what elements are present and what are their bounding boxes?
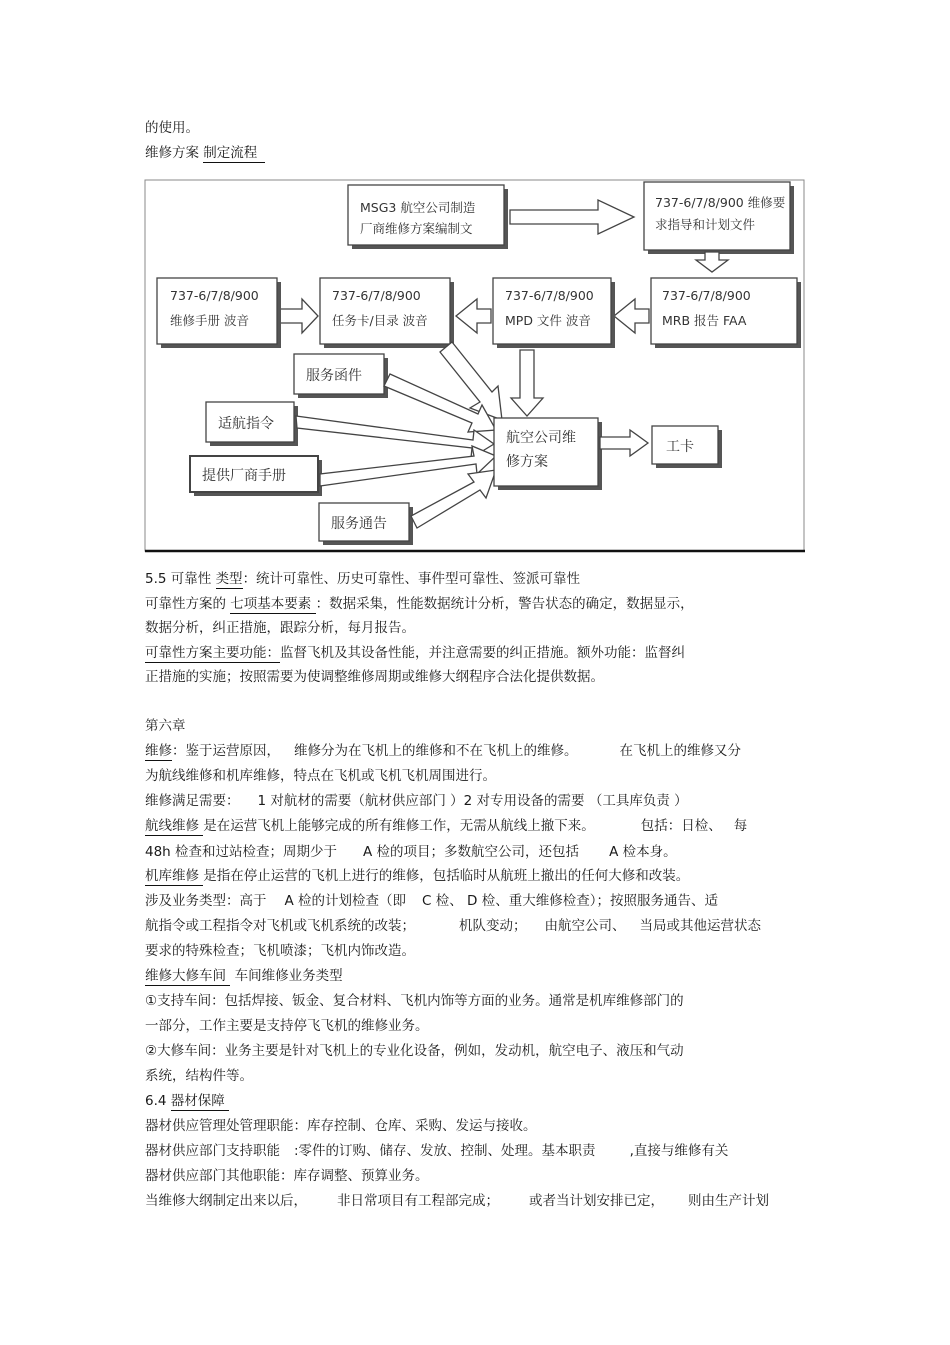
text-line: 系统，结构件等。 — [145, 1068, 253, 1084]
box-msg3-line1: MSG3 航空公司制造 — [360, 200, 476, 215]
text-line: 涉及业务类型：高于 A 检的计划检查（即 C 检、 D 检、重大维修检查）；按照服务通告、适 — [145, 893, 718, 909]
box-workcard-label: 工卡 — [666, 439, 694, 455]
text-line: 当维修大纲制定出来以后， 非日常项目有工程部完成； 或者当计划安排已定， 则由生产计划 — [145, 1193, 769, 1209]
box-mpd-line2: MPD 文件 波音 — [505, 313, 591, 328]
text-line: ②大修车间：业务主要是针对飞机上的专业化设备，例如，发动机，航空电子、液压和气动 — [145, 1043, 684, 1059]
box-service-bulletin-label: 服务通告 — [331, 516, 387, 532]
section-5-5-types: 5.5 可靠性 类型：统计可靠性、历史可靠性、事件型可靠性、签派可靠性 — [145, 571, 581, 587]
text-line: 为航线维修和机库维修，特点在飞机或飞机飞机周围进行。 — [145, 768, 496, 784]
text-line: 可靠性方案主要功能：监督飞机及其设备性能，并注意需要的纠正措施。额外功能：监督纠 — [145, 645, 685, 661]
box-requirements-line2: 求指导和计划文件 — [655, 217, 756, 232]
text-line: 航指令或工程指令对飞机或飞机系统的改装； 机队变动； 由航空公司、 当局或其他运营状态 — [145, 918, 761, 934]
box-requirements — [644, 182, 790, 250]
text-line: 的使用。 — [145, 120, 199, 136]
box-airline-line2: 修方案 — [506, 454, 548, 470]
text-line: 器材供应管理处管理职能：库存控制、仓库、采购、发运与接收。 — [145, 1118, 537, 1134]
arrow-mpd-to-airline — [511, 350, 543, 416]
arrow-airworthiness-to-airline — [296, 416, 494, 458]
arrow-service-bulletin-to-airline — [411, 470, 496, 528]
text-line: 航线维修 是在运营飞机上能够完成的所有维修工作，无需从航线上撤下来。 包括：日检、 每 — [145, 818, 748, 834]
text-line: 维修满足需要： 1 对航材的需要（航材供应部门 ）2 对专用设备的需要 （工具库负责 ） — [145, 793, 688, 809]
box-msg3-line2: 厂商维修方案编制文 — [360, 221, 473, 236]
section-6-4-title: 6.4 器材保障 — [145, 1093, 230, 1109]
text-line: 机库维修 是指在停止运营的飞机上进行的维修，包括临时从航班上撤出的任何大修和改装。 — [145, 868, 690, 884]
arrow-manual-to-taskcard — [280, 299, 318, 333]
text-line: 器材供应部门支持职能 :零件的订购、储存、发放、控制、处理。基本职责 ,直接与维修有关 — [145, 1143, 729, 1159]
text-line: ①支持车间：包括焊接、钣金、复合材料、飞机内饰等方面的业务。通常是机库维修部门的 — [145, 993, 684, 1009]
arrow-requirements-to-mrb — [696, 252, 728, 272]
flowchart-diagram — [0, 0, 950, 560]
text-line: 数据分析，纠正措施，跟踪分析，每月报告。 — [145, 620, 415, 636]
text-line: 一部分，工作主要是支持停飞飞机的维修业务。 — [145, 1018, 429, 1034]
chapter-title: 第六章 — [145, 718, 186, 734]
box-mrb-line1: 737-6/7/8/900 — [662, 288, 751, 303]
text-line: 维修：鉴于运营原因， 维修分为在飞机上的维修和不在飞机上的维修。 在飞机上的维修又分 — [145, 743, 741, 759]
arrow-msg3-to-requirements — [510, 200, 634, 234]
box-airline-line1: 航空公司维 — [506, 430, 576, 446]
box-requirements-line1: 737-6/7/8/900 维修要 — [655, 195, 786, 210]
text-line: 可靠性方案的 七项基本要素 ：数据采集，性能数据统计分析，警告状态的确定，数据显示， — [145, 596, 694, 612]
box-airline-program — [494, 418, 598, 486]
box-service-letter-label: 服务函件 — [306, 368, 362, 384]
box-msg3 — [348, 185, 504, 245]
text-line: 要求的特殊检查；飞机喷漆；飞机内饰改造。 — [145, 943, 415, 959]
box-mpd-line1: 737-6/7/8/900 — [505, 288, 594, 303]
arrow-vendor-manual-to-airline — [320, 446, 496, 486]
box-airworthiness-label: 适航指令 — [218, 416, 274, 432]
box-taskcard-line2: 任务卡/目录 波音 — [332, 313, 428, 328]
box-taskcard-line1: 737-6/7/8/900 — [332, 288, 421, 303]
arrow-mrb-to-mpd — [614, 299, 649, 333]
text-line: 正措施的实施；按照需要为使调整维修周期或维修大纲程序合法化提供数据。 — [145, 669, 604, 685]
box-manual-line2: 维修手册 波音 — [170, 313, 249, 328]
text-line: 维修大修车间 车间维修业务类型 — [145, 968, 343, 984]
box-mrb-line2: MRB 报告 FAA — [662, 313, 747, 328]
arrow-airline-to-workcard — [600, 430, 648, 456]
box-vendor-manual-label: 提供厂商手册 — [202, 468, 286, 484]
text-line: 48h 检查和过站检查；周期少于 A 检的项目；多数航空公司，还包括 A 检本身。 — [145, 844, 677, 860]
arrow-mpd-to-taskcard — [456, 299, 491, 333]
text-line: 器材供应部门其他职能：库存调整、预算业务。 — [145, 1168, 429, 1184]
diagram-caption: 维修方案 制定流程 — [145, 144, 265, 162]
box-manual-line1: 737-6/7/8/900 — [170, 288, 259, 303]
